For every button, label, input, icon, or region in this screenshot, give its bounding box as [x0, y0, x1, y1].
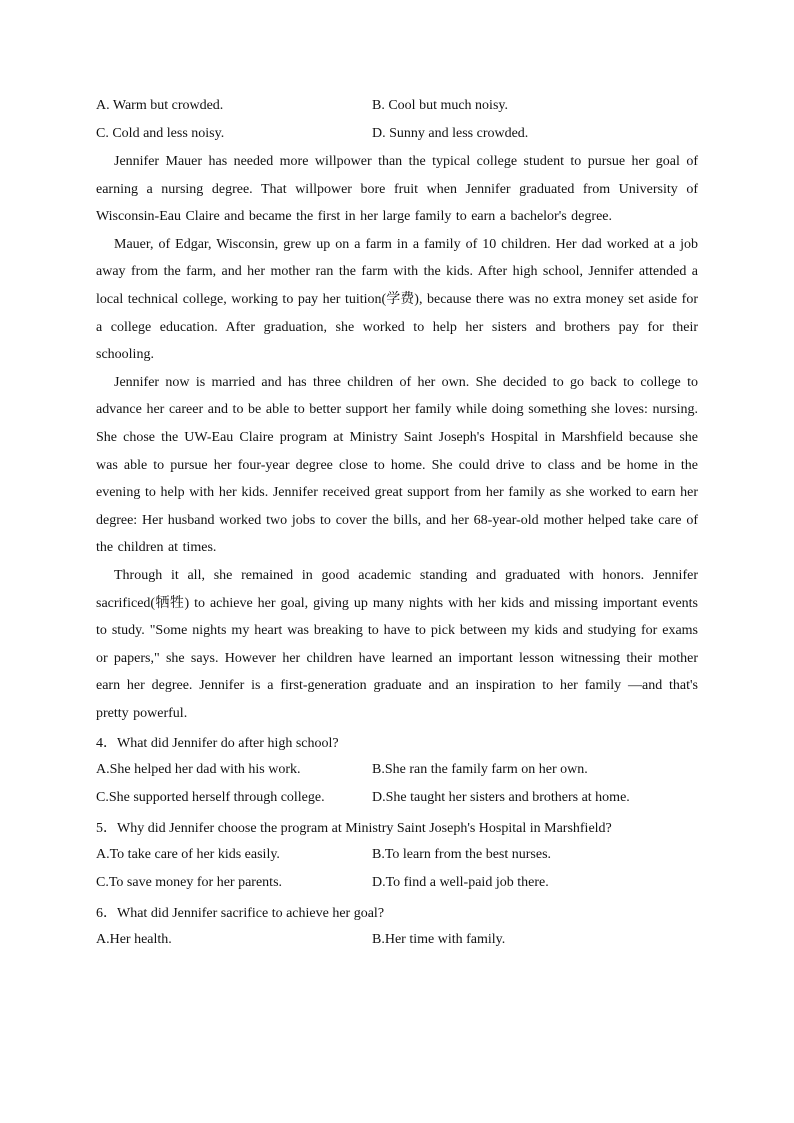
option-row — [96, 784, 698, 812]
option-c: C.To save money for her parents. — [96, 875, 283, 891]
option-row — [96, 756, 698, 784]
option-c: C. Cold and less noisy. — [96, 126, 225, 141]
option-b: B. Cool but much noisy. — [372, 98, 508, 113]
option-d: D.To find a well-paid job there. — [372, 875, 549, 891]
previous-question-options — [96, 92, 698, 148]
question-stem: 5．Why did Jennifer choose the program at Ministry Saint Joseph's Hospital in Marshfield? — [96, 820, 612, 836]
option-b: B.She ran the family farm on her own. — [372, 762, 588, 778]
option-row — [96, 92, 698, 120]
passage-paragraph-2: Mauer, of Edgar, Wisconsin, grew up on a farm in a family of 10 children. Her dad worked at a job away from the farm, and her mother ran the farm with the kids. After high school, Jennifer attended a local technical college, working to pay her tuition(学费), because there was no extra money set aside for a college education. After graduation, she worked to help her sisters and brothers pay for their schooling. — [96, 236, 698, 363]
passage-paragraph-4: Through it all, she remained in good academic standing and graduated with honors. Jennifer sacrificed(牺牲) to achieve her goal, giving up many nights with her kids and missing important events to study. "Some nights my heart was breaking to have to pick between my kids and studying for exams or papers," she says. However her children have learned an important lesson witnessing their mother earn her degree. Jennifer is a first-generation graduate and an inspiration to her family —and that's pretty powerful. — [96, 567, 698, 721]
question-stem: 6．What did Jennifer sacrifice to achieve her goal? — [96, 905, 385, 921]
question-5 — [96, 812, 698, 897]
option-b: B.To learn from the best nurses. — [372, 847, 552, 863]
option-d: D.She taught her sisters and brothers at home. — [372, 790, 630, 806]
option-a: A.She helped her dad with his work. — [96, 762, 301, 778]
option-row — [96, 926, 698, 954]
option-c: C.She supported herself through college. — [96, 790, 325, 806]
passage-paragraph-1: Jennifer Mauer has needed more willpower than the typical college student to pursue her goal of earning a nursing degree. That willpower bore fruit when Jennifer graduated from University of Wisconsin-Eau Claire and became the first in her large family to earn a bachelor's degree. — [96, 154, 698, 225]
option-a: A.Her health. — [96, 932, 172, 948]
option-b: B.Her time with family. — [372, 932, 506, 948]
passage-paragraph-3: Jennifer now is married and has three children of her own. She decided to go back to college to advance her career and to be able to better support her family while doing something she loves: nursing. She chose the UW-Eau Claire program at Ministry Saint Joseph's Hospital in Marshfield because she was able to pursue her four-year degree close to home. She could drive to class and be home in the evening to help with her kids. Jennifer received great support from her family as she worked to earn her degree: Her husband worked two jobs to cover the bills, and her 68-year-old mother helped take care of the children at times. — [96, 374, 698, 556]
exam-page — [96, 92, 698, 954]
option-a: A. Warm but crowded. — [96, 98, 224, 113]
question-6 — [96, 897, 698, 954]
option-row — [96, 120, 698, 148]
option-d: D. Sunny and less crowded. — [372, 126, 529, 141]
question-4 — [96, 727, 698, 812]
option-a: A.To take care of her kids easily. — [96, 847, 280, 863]
option-row — [96, 841, 698, 869]
option-row — [96, 869, 698, 897]
question-stem: 4．What did Jennifer do after high school? — [96, 735, 339, 751]
reading-passage — [96, 148, 698, 727]
